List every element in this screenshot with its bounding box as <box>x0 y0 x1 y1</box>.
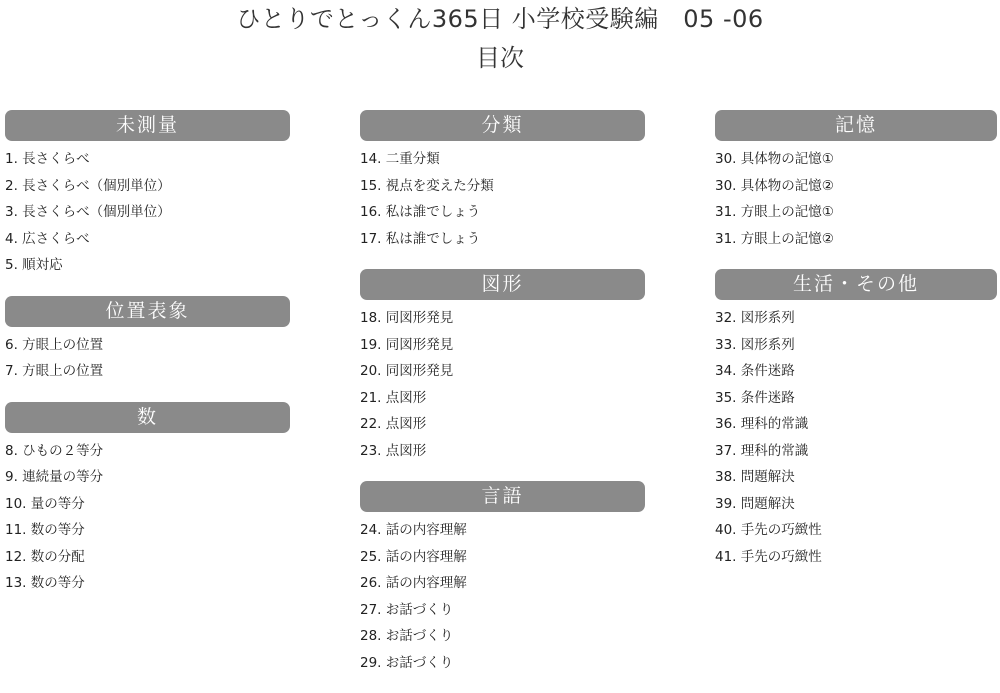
section-item-list <box>360 517 645 676</box>
toc-item: 40. 手先の巧緻性 <box>715 522 822 538</box>
toc-item: 21. 点図形 <box>360 389 427 406</box>
page-subtitle: 目次 <box>476 44 524 72</box>
toc-item: 33. 図形系列 <box>715 336 795 353</box>
toc-item: 2. 長さくらべ（個別単位） <box>5 177 171 194</box>
toc-item: 20. 同図形発見 <box>360 363 454 379</box>
toc-item: 24. 話の内容理解 <box>360 522 467 538</box>
page-title: ひとりでとっくん365日 小学校受験編 05 -06 <box>236 5 764 33</box>
toc-item: 35. 条件迷路 <box>715 389 795 406</box>
toc-item: 22. 点図形 <box>360 416 427 432</box>
toc-item: 31. 方眼上の記憶① <box>715 204 834 220</box>
toc-column-1 <box>5 110 290 614</box>
toc-item: 1. 長さくらべ <box>5 151 90 167</box>
toc-item: 32. 図形系列 <box>715 310 795 326</box>
toc-item: 37. 理科的常識 <box>715 442 809 459</box>
toc-item: 19. 同図形発見 <box>360 336 454 353</box>
toc-item: 10. 量の等分 <box>5 495 85 512</box>
toc-item: 17. 私は誰でしょう <box>360 230 481 247</box>
section-item-list <box>360 146 645 252</box>
toc-column-2 <box>360 110 645 693</box>
toc-item: 41. 手先の巧緻性 <box>715 548 822 565</box>
section-item-list <box>5 438 290 597</box>
section-item-list <box>715 146 997 252</box>
section-header: 数 <box>5 402 290 433</box>
toc-item: 27. お話づくり <box>360 601 454 618</box>
toc-item: 14. 二重分類 <box>360 151 440 167</box>
toc-item: 6. 方眼上の位置 <box>5 336 104 353</box>
toc-item: 12. 数の分配 <box>5 548 85 565</box>
toc-item: 7. 方眼上の位置 <box>5 363 104 379</box>
toc-item: 13. 数の等分 <box>5 575 85 591</box>
toc-column-3 <box>715 110 997 587</box>
toc-item: 30. 具体物の記憶② <box>715 177 834 194</box>
section-header: 言語 <box>360 481 645 512</box>
section-header: 図形 <box>360 269 645 300</box>
section-header: 位置表象 <box>5 296 290 327</box>
section-header: 未測量 <box>5 110 290 141</box>
section-header: 分類 <box>360 110 645 141</box>
section-header: 記憶 <box>715 110 997 141</box>
section-item-list <box>360 305 645 464</box>
toc-item: 28. お話づくり <box>360 628 454 644</box>
toc-item: 34. 条件迷路 <box>715 363 795 379</box>
toc-item: 4. 広さくらべ <box>5 230 90 247</box>
toc-item: 15. 視点を変えた分類 <box>360 177 494 194</box>
toc-item: 16. 私は誰でしょう <box>360 204 481 220</box>
toc-item: 29. お話づくり <box>360 654 454 671</box>
toc-item: 39. 問題解決 <box>715 495 795 512</box>
toc-item: 23. 点図形 <box>360 442 427 459</box>
toc-item: 5. 順対応 <box>5 257 63 273</box>
toc-item: 18. 同図形発見 <box>360 310 454 326</box>
toc-item: 25. 話の内容理解 <box>360 548 467 565</box>
toc-item: 38. 問題解決 <box>715 469 795 485</box>
toc-item: 36. 理科的常識 <box>715 416 809 432</box>
section-header: 生活・その他 <box>715 269 997 300</box>
section-item-list <box>715 305 997 570</box>
toc-item: 9. 連続量の等分 <box>5 469 104 485</box>
toc-item: 26. 話の内容理解 <box>360 575 467 591</box>
section-item-list <box>5 332 290 385</box>
toc-item: 30. 具体物の記憶① <box>715 151 834 167</box>
toc-item: 8. ひもの２等分 <box>5 442 104 459</box>
toc-item: 11. 数の等分 <box>5 522 85 538</box>
section-item-list <box>5 146 290 279</box>
toc-item: 3. 長さくらべ（個別単位） <box>5 204 171 220</box>
toc-item: 31. 方眼上の記憶② <box>715 230 834 247</box>
